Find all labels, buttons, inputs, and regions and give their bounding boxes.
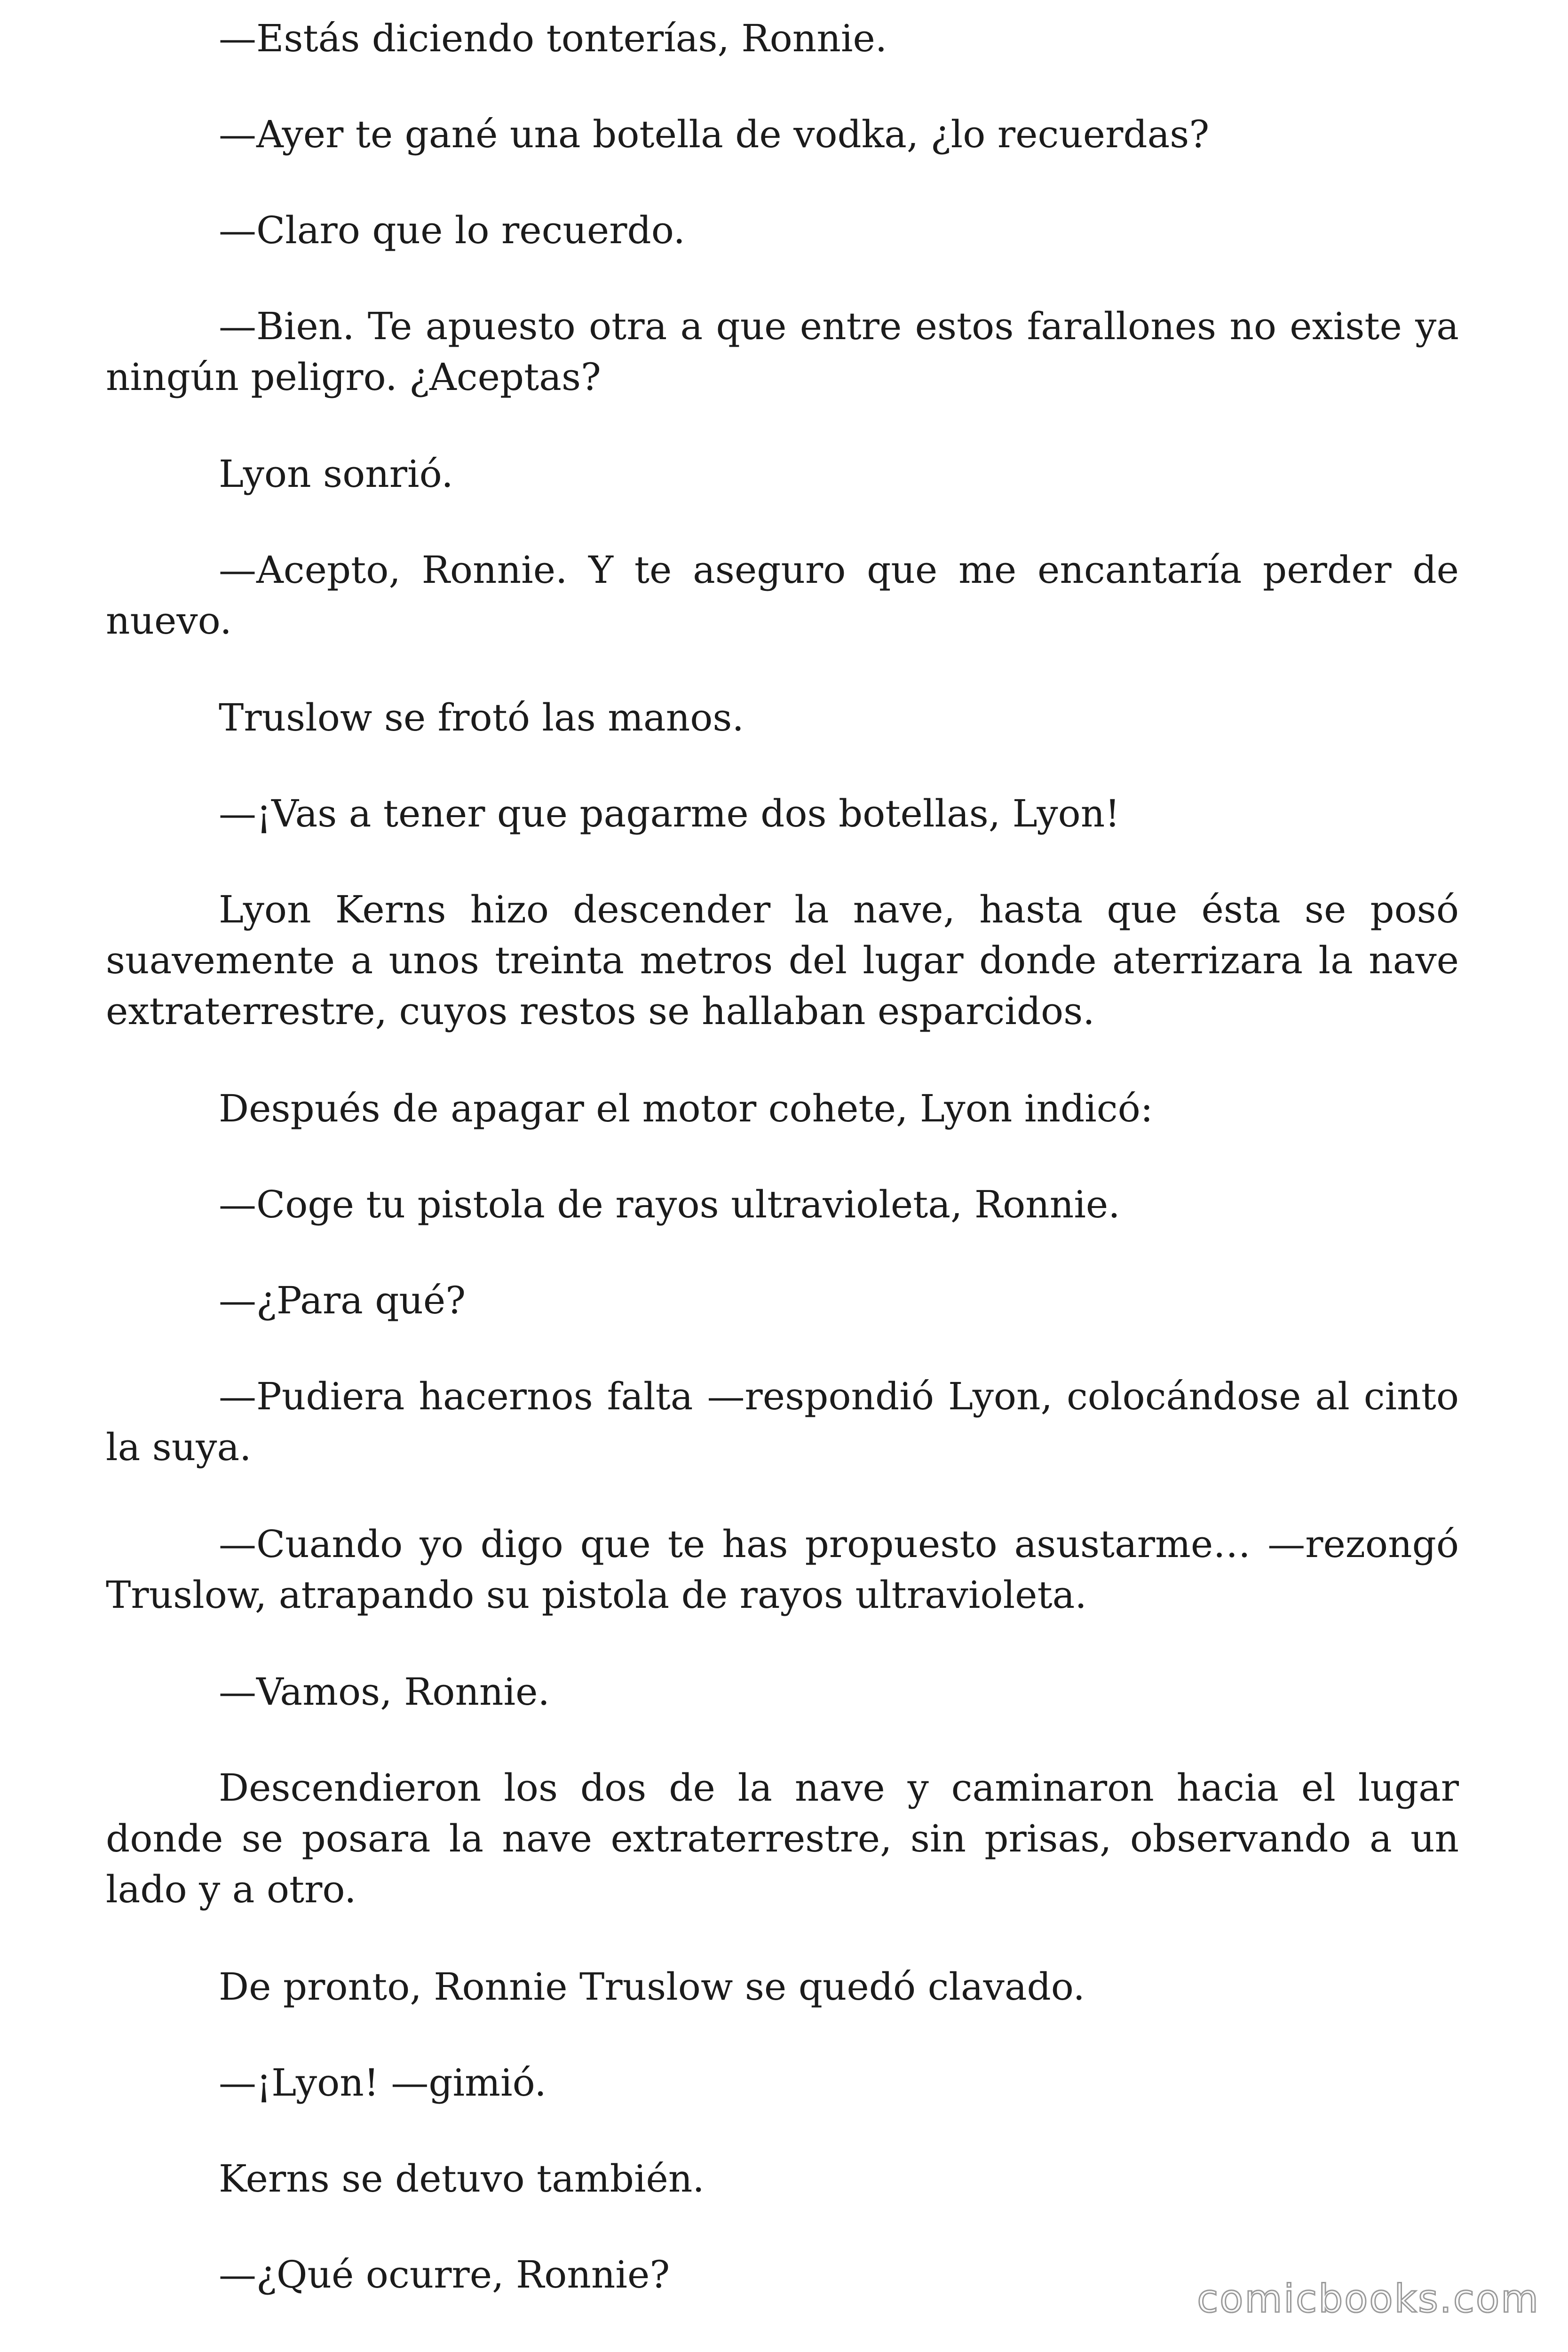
paragraph-14: —Cuando yo digo que te has propuesto asustarme… —rezongó Truslow, atrapando su pistola de rayos ultravioleta. [106,1522,1459,1617]
paragraph-8: —¡Vas a tener que pagarme dos botellas, Lyon! [219,792,1120,835]
watermark-logo: comicbooks.com [1197,2277,1540,2321]
paragraph-11: —Coge tu pistola de rayos ultravioleta, Ronnie. [219,1183,1120,1226]
paragraph-18: —¡Lyon! —gimió. [219,2061,546,2105]
paragraph-2: —Ayer te gané una botella de vodka, ¿lo recuerdas? [219,112,1210,156]
paragraph-17: De pronto, Ronnie Truslow se quedó clavado. [219,1965,1085,2009]
paragraph-9: Lyon Kerns hizo descender la nave, hasta que ésta se posó suavemente a unos treinta metros del lugar donde aterrizara la nave extraterrestre, cuyos restos se hallaban esparcidos. [106,888,1459,1033]
paragraph-7: Truslow se frotó las manos. [219,696,744,739]
paragraph-16: Descendieron los dos de la nave y caminaron hacia el lugar donde se posara la nave extraterrestre, sin prisas, observando a un lado y a otro. [106,1766,1459,1911]
paragraph-3: —Claro que lo recuerdo. [219,208,685,252]
paragraph-12: —¿Para qué? [219,1279,466,1322]
paragraph-5: Lyon sonrió. [219,452,453,496]
paragraph-10: Después de apagar el motor cohete, Lyon indicó: [219,1087,1153,1130]
paragraph-15: —Vamos, Ronnie. [219,1670,550,1714]
paragraph-20: —¿Qué ocurre, Ronnie? [219,2253,670,2296]
paragraph-6: —Acepto, Ronnie. Y te aseguro que me encantaría perder de nuevo. [106,548,1459,643]
paragraph-13: —Pudiera hacernos falta —respondió Lyon, colocándose al cinto la suya. [106,1375,1459,1469]
paragraph-1: —Estás diciendo tonterías, Ronnie. [219,16,887,60]
paragraph-19: Kerns se detuvo también. [219,2157,705,2201]
paragraph-4: —Bien. Te apuesto otra a que entre estos farallones no existe ya ningún peligro. ¿Aceptas? [106,304,1459,399]
